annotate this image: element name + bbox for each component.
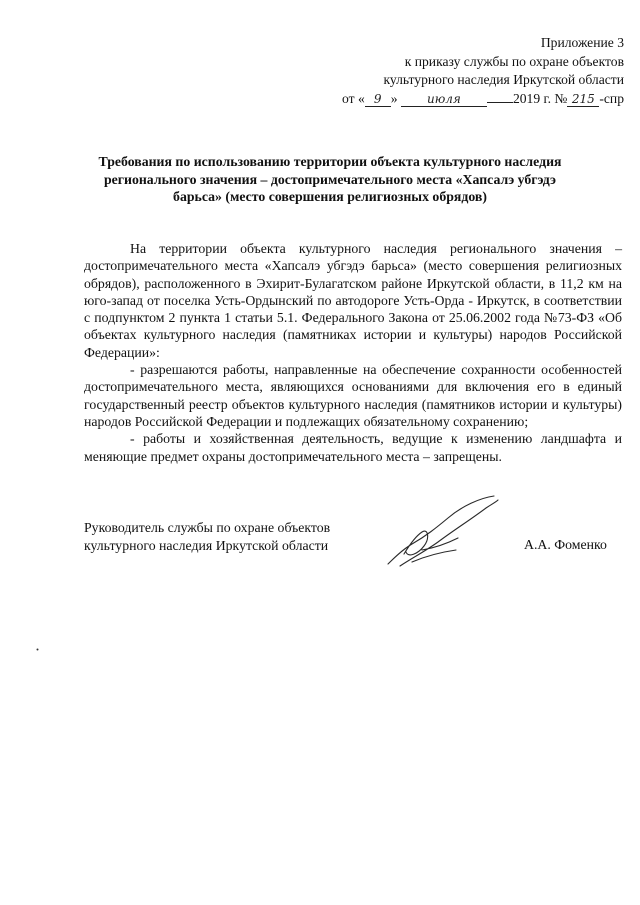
position-line: Руководитель службы по охране объектов — [84, 520, 331, 535]
handwritten-signature — [382, 492, 504, 572]
signatory-position — [84, 519, 330, 555]
handwritten-day: 9 — [365, 93, 391, 107]
handwritten-month: июля — [401, 93, 487, 107]
appendix-authority: культурного наследия Иркутской области — [383, 72, 624, 87]
appendix-date-line — [342, 90, 624, 109]
handwritten-order-number: 215 — [567, 93, 599, 107]
appendix-number: Приложение 3 — [540, 35, 624, 50]
document-body — [84, 240, 622, 465]
order-suffix: -спр — [599, 90, 624, 106]
signatory-name: А.А. Фоменко — [524, 537, 607, 552]
appendix-order-ref: к приказу службы по охране объектов — [404, 53, 624, 69]
month-underline — [487, 91, 513, 103]
title-line: барьса» (место совершения религиозных обрядов) — [173, 189, 487, 204]
date-prefix: от « — [341, 90, 365, 106]
appendix-header — [342, 34, 624, 108]
intro-paragraph: На территории объекта культурного наследия регионального значения – достопримечательного места «Хапсалэ убгэдэ барьса» (место совершения религиозных обрядов), расположенного в Эхирит-Булагатском районе Иркутской области, в 11,2 км на юго-запад от поселка Усть-Ордынский по автодороге Усть-Орда - Иркутск, в соответствии с подпунктом 2 пункта 1 статьи 5.1. Федерального Закона от 25.06.2002 года №73-ФЗ «Об объектах культурного наследия (памятниках истории и культуры) народов Российской Федерации»: — [84, 241, 622, 360]
permitted-works-paragraph: - разрешаются работы, направленные на обеспечение сохранности особенностей достопримечательного места, являющихся основаниями для включения его в единый государственный реестр объектов культурного наследия (памятников истории и культуры) народов Российской Федерации и подлежащих обязательному сохранению; — [84, 362, 622, 429]
title-line: регионального значения – достопримечательного места «Хапсалэ убгэдэ — [103, 171, 557, 187]
title-line: Требования по использованию территории объекта культурного наследия — [98, 154, 562, 169]
document-title — [70, 153, 590, 206]
position-line: культурного наследия Иркутской области — [84, 538, 329, 553]
prohibited-works-paragraph: - работы и хозяйственная деятельность, ведущие к изменению ландшафта и меняющие предмет охраны достопримечательного места – запрещены. — [84, 431, 622, 464]
scan-speck — [36, 648, 39, 651]
year-text: 2019 г. № — [512, 90, 568, 106]
date-day-close: » — [390, 90, 398, 106]
